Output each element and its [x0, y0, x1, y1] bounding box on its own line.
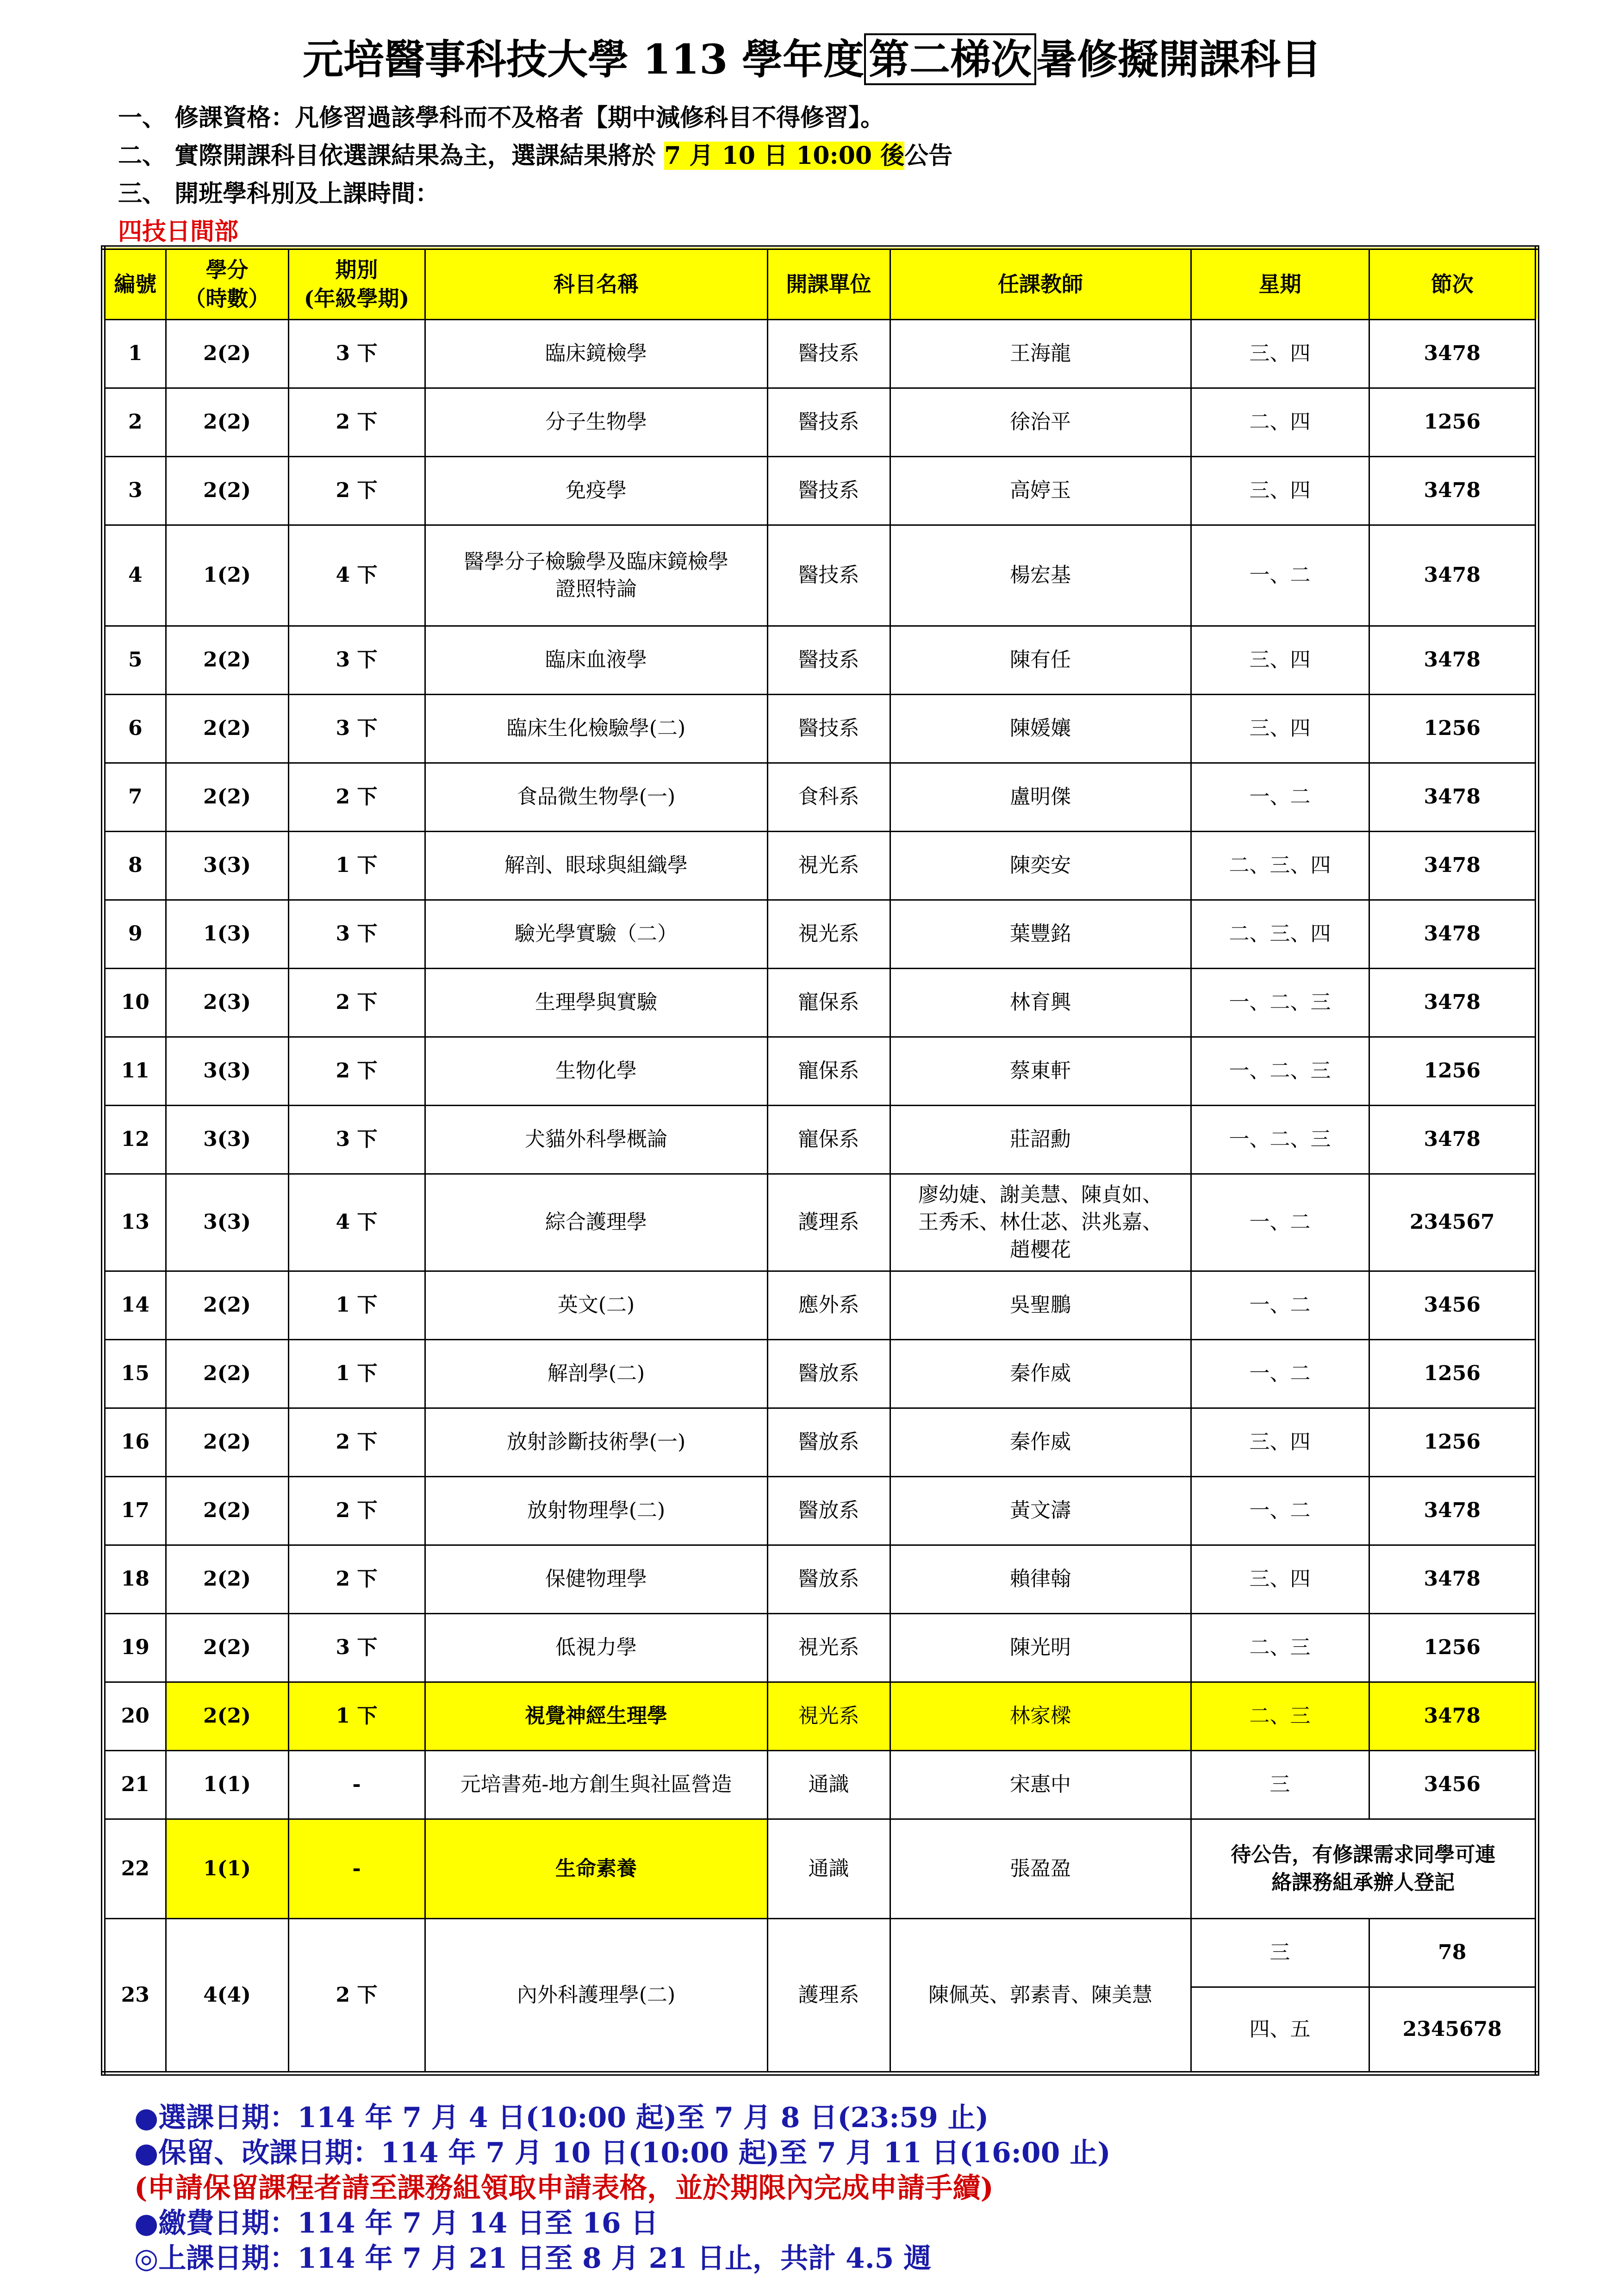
row-teacher: 楊宏基	[890, 525, 1191, 626]
row-period: 234567	[1369, 1174, 1537, 1271]
row-period: 3478	[1369, 1105, 1537, 1174]
row-unit: 醫技系	[767, 694, 890, 763]
row-course: 英文(二)	[425, 1271, 767, 1339]
row-no: 13	[103, 1174, 166, 1271]
header-course: 科目名稱	[425, 248, 767, 319]
row-course: 犬貓外科學概論	[425, 1105, 767, 1174]
row-period: 1256	[1369, 1037, 1537, 1105]
row-no: 3	[103, 456, 166, 525]
row-period: 3478	[1369, 831, 1537, 900]
row-course: 臨床血液學	[425, 626, 767, 694]
row-term: 2 下	[288, 1037, 425, 1105]
row-day: 三、四	[1191, 1545, 1369, 1613]
row-no: 1	[103, 319, 166, 388]
row-period: 3456	[1369, 1750, 1537, 1819]
row-period: 1256	[1369, 1613, 1537, 1682]
row-course: 驗光學實驗（二）	[425, 900, 767, 968]
row-day: 三	[1191, 1750, 1369, 1819]
course-table	[101, 245, 1539, 2076]
row-term: 2 下	[288, 763, 425, 831]
row-term: 2 下	[288, 1476, 425, 1545]
row-credit: 2(2)	[166, 1545, 288, 1613]
row-no: 9	[103, 900, 166, 968]
note-class-schedule: 三、 開班學科別及上課時間：	[118, 180, 440, 208]
row-unit: 醫技系	[767, 319, 890, 388]
row-period: 1256	[1369, 1408, 1537, 1476]
row-term: 2 下	[288, 1408, 425, 1476]
row-no: 2	[103, 388, 166, 456]
row-term: 4 下	[288, 1174, 425, 1271]
table-row	[103, 1918, 1537, 1987]
row-teacher: 陳奕安	[890, 831, 1191, 900]
table-row	[103, 968, 1537, 1037]
row-term: 1 下	[288, 1339, 425, 1408]
header-unit: 開課單位	[767, 248, 890, 319]
row-unit: 通識	[767, 1819, 890, 1918]
table-row	[103, 319, 1537, 388]
row-teacher: 葉豐銘	[890, 900, 1191, 968]
row-teacher: 蔡東軒	[890, 1037, 1191, 1105]
row-period: 3478	[1369, 1682, 1537, 1750]
row-unit: 視光系	[767, 1682, 890, 1750]
footer-payment-date: ●繳費日期：114 年 7 月 14 日至 16 日	[134, 2207, 659, 2240]
table-row	[103, 626, 1537, 694]
row-no: 5	[103, 626, 166, 694]
table-row	[103, 831, 1537, 900]
row-period: 3478	[1369, 900, 1537, 968]
row-unit: 醫技系	[767, 626, 890, 694]
row-teacher: 陳有任	[890, 626, 1191, 694]
row-credit: 2(2)	[166, 1682, 288, 1750]
table-row	[103, 1408, 1537, 1476]
footer-reserve-date: ●保留、改課日期：114 年 7 月 10 日(10:00 起)至 7 月 11 日(16:00 止)	[134, 2137, 1111, 2169]
row-course: 內外科護理學(二)	[425, 1918, 767, 2073]
row-credit: 4(4)	[166, 1918, 288, 2073]
row-day: 一、二	[1191, 1174, 1369, 1271]
row-course: 生理學與實驗	[425, 968, 767, 1037]
row-teacher: 秦作威	[890, 1408, 1191, 1476]
row-course: 生物化學	[425, 1037, 767, 1105]
row-no: 14	[103, 1271, 166, 1339]
row-no: 7	[103, 763, 166, 831]
table-row	[103, 1105, 1537, 1174]
row-no: 20	[103, 1682, 166, 1750]
table-row	[103, 1174, 1537, 1271]
table-row	[103, 694, 1537, 763]
row-credit: 2(2)	[166, 1613, 288, 1682]
row-unit: 寵保系	[767, 968, 890, 1037]
row-term: 3 下	[288, 319, 425, 388]
row-period: 3478	[1369, 763, 1537, 831]
row-day: 一、二	[1191, 763, 1369, 831]
row-course: 保健物理學	[425, 1545, 767, 1613]
table-row	[103, 1682, 1537, 1750]
row-no: 11	[103, 1037, 166, 1105]
row-teacher: 林家樑	[890, 1682, 1191, 1750]
row-unit: 醫放系	[767, 1408, 890, 1476]
table-row	[103, 1476, 1537, 1545]
table-row	[103, 1750, 1537, 1819]
row-period: 3478	[1369, 1476, 1537, 1545]
row-unit: 醫技系	[767, 388, 890, 456]
row-credit: 2(3)	[166, 968, 288, 1037]
row-no: 12	[103, 1105, 166, 1174]
row-period: 1256	[1369, 388, 1537, 456]
row-no: 15	[103, 1339, 166, 1408]
row-day: 一、二	[1191, 525, 1369, 626]
row-teacher: 莊詔勳	[890, 1105, 1191, 1174]
row-no: 23	[103, 1918, 166, 2073]
row-credit: 1(3)	[166, 900, 288, 968]
header-teacher: 任課教師	[890, 248, 1191, 319]
row-course: 臨床鏡檢學	[425, 319, 767, 388]
row-course: 綜合護理學	[425, 1174, 767, 1271]
row-teacher: 高婷玉	[890, 456, 1191, 525]
table-row	[103, 1271, 1537, 1339]
table-row	[103, 388, 1537, 456]
row-term: 2 下	[288, 456, 425, 525]
row-unit: 通識	[767, 1750, 890, 1819]
row-teacher: 陳光明	[890, 1613, 1191, 1682]
row-credit: 1(2)	[166, 525, 288, 626]
row-term: 2 下	[288, 388, 425, 456]
row-course: 臨床生化檢驗學(二)	[425, 694, 767, 763]
row-day: 一、二、三	[1191, 1105, 1369, 1174]
footer-reserve-note: (申請保留課程者請至課務組領取申請表格，並於期限內完成申請手續)	[134, 2172, 994, 2204]
row-credit: 2(2)	[166, 1476, 288, 1545]
row-credit: 3(3)	[166, 831, 288, 900]
row-day: 一、二	[1191, 1271, 1369, 1339]
row-period: 3478	[1369, 456, 1537, 525]
row-unit: 食科系	[767, 763, 890, 831]
notes-section	[118, 99, 952, 251]
row-day: 三、四	[1191, 626, 1369, 694]
table-row	[103, 1339, 1537, 1408]
row-teacher: 賴律翰	[890, 1545, 1191, 1613]
row-unit: 護理系	[767, 1174, 890, 1271]
title-suffix: 暑修擬開課科目	[1036, 35, 1321, 83]
row-term: 3 下	[288, 1105, 425, 1174]
row-day: 二、三	[1191, 1613, 1369, 1682]
row-unit: 視光系	[767, 900, 890, 968]
row-teacher: 徐治平	[890, 388, 1191, 456]
row-credit: 2(2)	[166, 388, 288, 456]
row-course: 視覺神經生理學	[425, 1682, 767, 1750]
note-announcement-suffix: 公告	[904, 142, 953, 170]
row-term: -	[288, 1819, 425, 1918]
row-day: 三、四	[1191, 319, 1369, 388]
row-teacher: 林育興	[890, 968, 1191, 1037]
title-prefix: 元培醫事科技大學 113 學年度	[303, 35, 864, 83]
header-day: 星期	[1191, 248, 1369, 319]
row-day: 三、四	[1191, 1408, 1369, 1476]
row-period: 3478	[1369, 626, 1537, 694]
row-credit: 2(2)	[166, 456, 288, 525]
row-term: 3 下	[288, 694, 425, 763]
row-teacher: 陳媛孃	[890, 694, 1191, 763]
header-credit: 學分 （時數）	[166, 248, 288, 319]
note-eligibility: 一、 修課資格：凡修習過該學科而不及格者【期中減修科目不得修習】。	[118, 104, 885, 132]
header-term: 期別 (年級學期)	[288, 248, 425, 319]
row-teacher: 廖幼婕、謝美慧、陳貞如、 王秀禾、林仕苾、洪兆嘉、 趙櫻花	[890, 1174, 1191, 1271]
row-credit: 3(3)	[166, 1174, 288, 1271]
row-term: 2 下	[288, 968, 425, 1037]
footer-dates	[134, 2100, 1111, 2276]
row-credit: 2(2)	[166, 319, 288, 388]
row-day: 一、二	[1191, 1339, 1369, 1408]
row-day: 一、二	[1191, 1476, 1369, 1545]
row-day: 三、四	[1191, 456, 1369, 525]
table-header-row	[103, 248, 1537, 319]
note-announcement	[118, 137, 952, 175]
row-term: 2 下	[288, 1918, 425, 2073]
row-period: 3478	[1369, 525, 1537, 626]
row-no: 19	[103, 1613, 166, 1682]
note-announcement-date: 7 月 10 日 10:00 後	[664, 142, 905, 170]
row-term: -	[288, 1750, 425, 1819]
row-day: 二、三	[1191, 1682, 1369, 1750]
row-teacher: 盧明傑	[890, 763, 1191, 831]
footer-class-date: ◎上課日期：114 年 7 月 21 日至 8 月 21 日止，共計 4.5 週	[134, 2242, 932, 2275]
row-period: 1256	[1369, 1339, 1537, 1408]
department-label: 四技日間部	[118, 218, 239, 246]
note-announcement-prefix: 二、 實際開課科目依選課結果為主，選課結果將於	[118, 142, 665, 170]
page-title	[0, 31, 1624, 87]
row-period: 3478	[1369, 968, 1537, 1037]
row-course: 元培書苑-地方創生與社區營造	[425, 1750, 767, 1819]
header-period: 節次	[1369, 248, 1537, 319]
row-course: 解剖學(二)	[425, 1339, 767, 1408]
row-term: 3 下	[288, 626, 425, 694]
title-boxed-batch: 第二梯次	[864, 33, 1036, 85]
row-term: 1 下	[288, 1271, 425, 1339]
row-day: 三、四	[1191, 694, 1369, 763]
row-no: 6	[103, 694, 166, 763]
row-day: 一、二、三	[1191, 968, 1369, 1037]
row-teacher: 王海龍	[890, 319, 1191, 388]
row-unit: 醫技系	[767, 525, 890, 626]
table-row	[103, 1819, 1537, 1918]
row-no: 22	[103, 1819, 166, 1918]
row-course: 解剖、眼球與組織學	[425, 831, 767, 900]
row-period: 1256	[1369, 694, 1537, 763]
row-no: 18	[103, 1545, 166, 1613]
row-unit: 醫放系	[767, 1545, 890, 1613]
row-unit: 醫技系	[767, 456, 890, 525]
row-term: 2 下	[288, 1545, 425, 1613]
row-course: 醫學分子檢驗學及臨床鏡檢學 證照特論	[425, 525, 767, 626]
row-no: 8	[103, 831, 166, 900]
row-unit: 應外系	[767, 1271, 890, 1339]
row-period-2: 2345678	[1369, 1987, 1537, 2073]
table-row	[103, 900, 1537, 968]
row-unit: 視光系	[767, 1613, 890, 1682]
row-credit: 1(1)	[166, 1750, 288, 1819]
row-no: 10	[103, 968, 166, 1037]
row-no: 21	[103, 1750, 166, 1819]
row-period: 3478	[1369, 1545, 1537, 1613]
row-term: 1 下	[288, 1682, 425, 1750]
footer-enroll-date: ●選課日期：114 年 7 月 4 日(10:00 起)至 7 月 8 日(23:59 止)	[134, 2102, 989, 2134]
row-no: 16	[103, 1408, 166, 1476]
row-day-2: 四、五	[1191, 1987, 1369, 2073]
row-credit: 1(1)	[166, 1819, 288, 1918]
row-course: 生命素養	[425, 1819, 767, 1918]
row-teacher: 張盈盈	[890, 1819, 1191, 1918]
row-term: 3 下	[288, 1613, 425, 1682]
row-credit: 3(3)	[166, 1037, 288, 1105]
row-day-period: 待公告，有修課需求同學可連 絡課務組承辦人登記	[1191, 1819, 1537, 1918]
row-unit: 寵保系	[767, 1037, 890, 1105]
row-credit: 2(2)	[166, 763, 288, 831]
row-course: 分子生物學	[425, 388, 767, 456]
row-unit: 護理系	[767, 1918, 890, 2073]
row-course: 放射物理學(二)	[425, 1476, 767, 1545]
row-course: 免疫學	[425, 456, 767, 525]
header-no: 編號	[103, 248, 166, 319]
row-unit: 醫放系	[767, 1339, 890, 1408]
table-row	[103, 456, 1537, 525]
row-day: 三	[1191, 1918, 1369, 1987]
row-term: 3 下	[288, 900, 425, 968]
row-day: 二、三、四	[1191, 900, 1369, 968]
row-day: 二、三、四	[1191, 831, 1369, 900]
table-row	[103, 1613, 1537, 1682]
table-row	[103, 763, 1537, 831]
row-teacher: 黃文濤	[890, 1476, 1191, 1545]
row-course: 放射診斷技術學(一)	[425, 1408, 767, 1476]
row-teacher: 宋惠中	[890, 1750, 1191, 1819]
row-day: 一、二、三	[1191, 1037, 1369, 1105]
row-course: 低視力學	[425, 1613, 767, 1682]
row-no: 4	[103, 525, 166, 626]
row-period: 78	[1369, 1918, 1537, 1987]
row-credit: 2(2)	[166, 1339, 288, 1408]
table-row	[103, 525, 1537, 626]
table-row	[103, 1037, 1537, 1105]
row-term: 4 下	[288, 525, 425, 626]
row-period: 3456	[1369, 1271, 1537, 1339]
row-term: 1 下	[288, 831, 425, 900]
row-teacher: 陳佩英、郭素青、陳美慧	[890, 1918, 1191, 2073]
row-unit: 寵保系	[767, 1105, 890, 1174]
row-teacher: 吳聖鵬	[890, 1271, 1191, 1339]
row-credit: 3(3)	[166, 1105, 288, 1174]
row-credit: 2(2)	[166, 694, 288, 763]
row-period: 3478	[1369, 319, 1537, 388]
row-unit: 視光系	[767, 831, 890, 900]
row-credit: 2(2)	[166, 626, 288, 694]
row-credit: 2(2)	[166, 1271, 288, 1339]
row-credit: 2(2)	[166, 1408, 288, 1476]
row-teacher: 秦作威	[890, 1339, 1191, 1408]
table-row	[103, 1545, 1537, 1613]
row-course: 食品微生物學(一)	[425, 763, 767, 831]
row-unit: 醫放系	[767, 1476, 890, 1545]
row-day: 二、四	[1191, 388, 1369, 456]
row-no: 17	[103, 1476, 166, 1545]
